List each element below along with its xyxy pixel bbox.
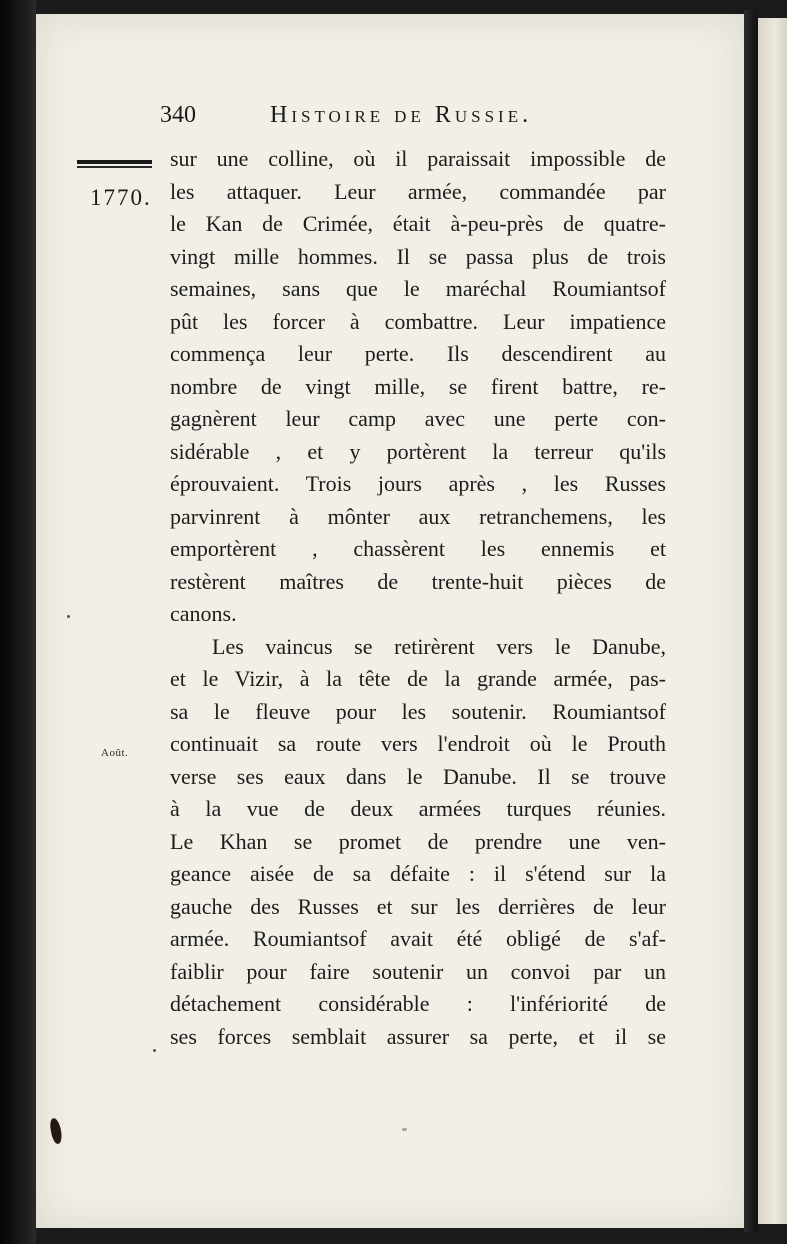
text-line: sur une colline, où il paraissait impossible de	[170, 146, 666, 171]
rule-thick-line	[77, 160, 152, 164]
text-line: sidérable , et y portèrent la terreur qu'ils	[170, 438, 666, 464]
text-line: emportèrent , chassèrent les ennemis et	[170, 536, 666, 561]
text-line: parvinrent à mônter aux retranchemens, les	[170, 503, 666, 529]
text-line: éprouvaient. Trois jours après , les Russes	[170, 471, 666, 496]
text-line: gauche des Russes et sur les derrières de leur	[170, 893, 666, 919]
text-line: Le Khan se promet de prendre une ven-	[170, 828, 666, 854]
text-line: sa le fleuve pour les soutenir. Roumiantsof	[170, 698, 666, 724]
text-line: pût les forcer à combattre. Leur impatience	[170, 308, 666, 334]
margin-month: Août.	[101, 747, 129, 759]
running-title: Histoire de Russie.	[270, 102, 533, 128]
text-line: ses forces semblait assurer sa perte, et il se	[170, 1023, 666, 1049]
text-line: le Kan de Crimée, était à-peu-près de quatre-	[170, 211, 666, 236]
text-line: et le Vizir, à la tête de la grande armée, pas-	[170, 666, 666, 691]
text-line: nombre de vingt mille, se firent battre, re-	[170, 373, 666, 399]
text-line: continuait sa route vers l'endroit où le Prouth	[170, 731, 666, 756]
page-header	[160, 102, 555, 138]
text-line: les attaquer. Leur armée, commandée par	[170, 178, 666, 204]
paper-speck	[153, 1049, 156, 1052]
paper-speck	[402, 1128, 407, 1131]
text-line: faiblir pour faire soutenir un convoi par un	[170, 958, 666, 984]
text-line: à la vue de deux armées turques réunies.	[170, 796, 666, 821]
text-line: gagnèrent leur camp avec une perte con-	[170, 406, 666, 431]
page-number: 340	[160, 102, 196, 128]
text-line: vingt mille hommes. Il se passa plus de trois	[170, 243, 666, 269]
text-line: restèrent maîtres de trente-huit pièces de	[170, 568, 666, 594]
paper-speck	[67, 615, 70, 618]
adjacent-page	[758, 18, 787, 1224]
section-rule	[77, 160, 152, 169]
text-line-paragraph-start: Les vaincus se retirèrent vers le Danube,	[212, 633, 666, 659]
text-line: détachement considérable : l'infériorité de	[170, 991, 666, 1016]
text-line: verse ses eaux dans le Danube. Il se trouve	[170, 763, 666, 789]
page-gutter-shadow	[744, 10, 758, 1232]
text-line-paragraph-end: canons.	[170, 601, 237, 626]
text-line: semaines, sans que le maréchal Roumiantsof	[170, 276, 666, 301]
rule-thin-line	[77, 166, 152, 168]
text-line: commença leur perte. Ils descendirent au	[170, 341, 666, 366]
book-spine-shadow	[0, 0, 36, 1244]
text-line: armée. Roumiantsof avait été obligé de s'af-	[170, 926, 666, 951]
margin-year: 1770.	[90, 185, 152, 210]
text-line: geance aisée de sa défaite : il s'étend sur la	[170, 861, 666, 886]
